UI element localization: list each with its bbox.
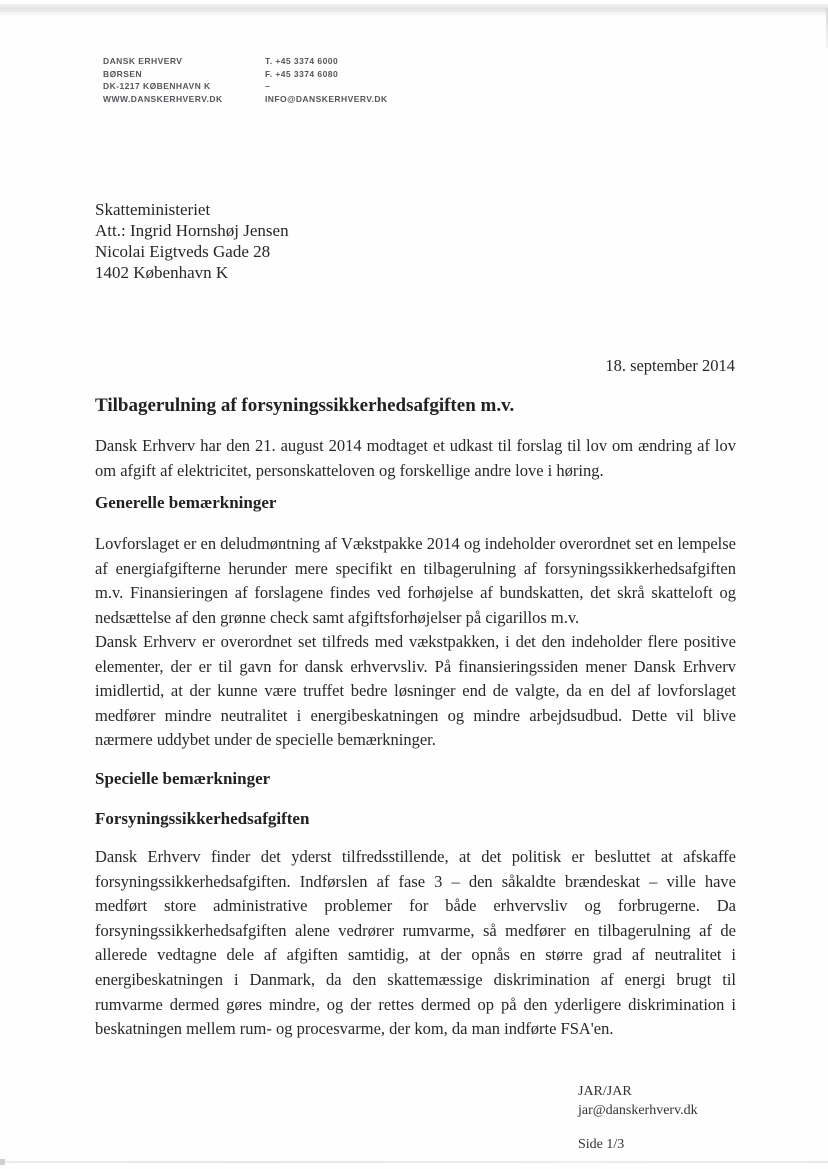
letterhead-website: WWW.DANSKERHVERV.DK [103, 93, 223, 104]
scan-artifact-top-band [0, 4, 828, 15]
letterhead-company-name: DANSK ERHVERV [103, 56, 183, 66]
letterhead-contact-block [265, 55, 388, 105]
footer-email: jar@danskerhverv.dk [578, 1103, 698, 1118]
footer-signature-block [578, 1082, 698, 1120]
general-paragraph-1: Lovforslaget er en deludmøntning af Vækstpakke 2014 og indeholder overordnet set en lempelse af energiafgifterne herunder mere specifikt en tilbagerulning af forsyningssikkerhedsafgiften m.v. Finansieringen af forslagene findes ved forhøjelse af bundskatten, det skrå skatteloft og nedsættelse af den grønne check samt afgiftsforhøjelser på cigarillos m.v. [95, 534, 736, 627]
section-heading-general: Generelle bemærkninger [95, 493, 277, 512]
recipient-street: Nicolai Eigtveds Gade 28 [95, 242, 271, 261]
scan-artifact-bottom-left-mark [0, 1159, 5, 1165]
recipient-ministry: Skatteministeriet [95, 200, 211, 219]
scan-artifact-bottom-line [0, 1161, 828, 1163]
letterhead-dash: – [265, 81, 271, 91]
section-heading-special: Specielle bemærkninger [95, 769, 271, 788]
general-paragraph-2: Dansk Erhverv er overordnet set tilfreds med vækstpakken, i det den indeholder flere positive elementer, der er til gavn for dansk erhvervsliv. På finansieringssiden mener Dansk Erhverv imidlertid, at der kunne være truffet bedre løsninger end de valgte, da en del af lovforslaget medfører mindre neutralitet i energibeskatningen og mindre arbejdsudbud. Dette vil blive nærmere uddybet under de specielle bemærkninger. [95, 632, 736, 750]
recipient-address-block [95, 199, 289, 283]
letter-date: 18. september 2014 [605, 356, 735, 375]
footer-initials: JAR/JAR [578, 1084, 632, 1099]
subsection-heading-fsa: Forsyningssikkerhedsafgiften [95, 809, 310, 828]
intro-paragraph: Dansk Erhverv har den 21. august 2014 modtaget et udkast til forslag til lov om ændring af lov om afgift af elektricitet, personskatteloven og forskellige andre love i høring. [95, 436, 736, 480]
page-number: Side 1/3 [578, 1137, 625, 1152]
letterhead-city: DK-1217 KØBENHAVN K [103, 81, 211, 91]
letterhead-email: INFO@DANSKERHVERV.DK [265, 93, 388, 104]
recipient-city: 1402 København K [95, 263, 229, 282]
letter-title: Tilbagerulning af forsyningssikkerhedsafgiften m.v. [95, 395, 515, 416]
letterhead-address-block [103, 55, 223, 105]
letterhead-building: BØRSEN [103, 68, 143, 79]
fsa-paragraph: Dansk Erhverv finder det yderst tilfredsstillende, at det politisk er besluttet at afskaffe forsyningssikkerhedsafgiften. Indførslen af fase 3 – den såkaldte brændeskat – ville have medført store administrative problemer for både erhvervsliv og forbrugerne. Da forsyningssikkerhedsafgiften alene vedrører rumvarme, så medfører en tilbagerulning af de allerede vedtagne dele af afgiften samtidig, at der opnås en større grad af neutralitet i energibeskatningen i Danmark, da den skattemæssige diskrimination af energi brugt til rumvarme dermed gøres mindre, og der rettes dermed op på den yderligere diskrimination i beskatningen mellem rum- og procesvarme, der kom, da man indførte FSA'en. [95, 847, 736, 1039]
letterhead-phone: T. +45 3374 6000 [265, 56, 339, 66]
letterhead-fax: F. +45 3374 6080 [265, 68, 339, 79]
recipient-attention: Att.: Ingrid Hornshøj Jensen [95, 221, 289, 240]
